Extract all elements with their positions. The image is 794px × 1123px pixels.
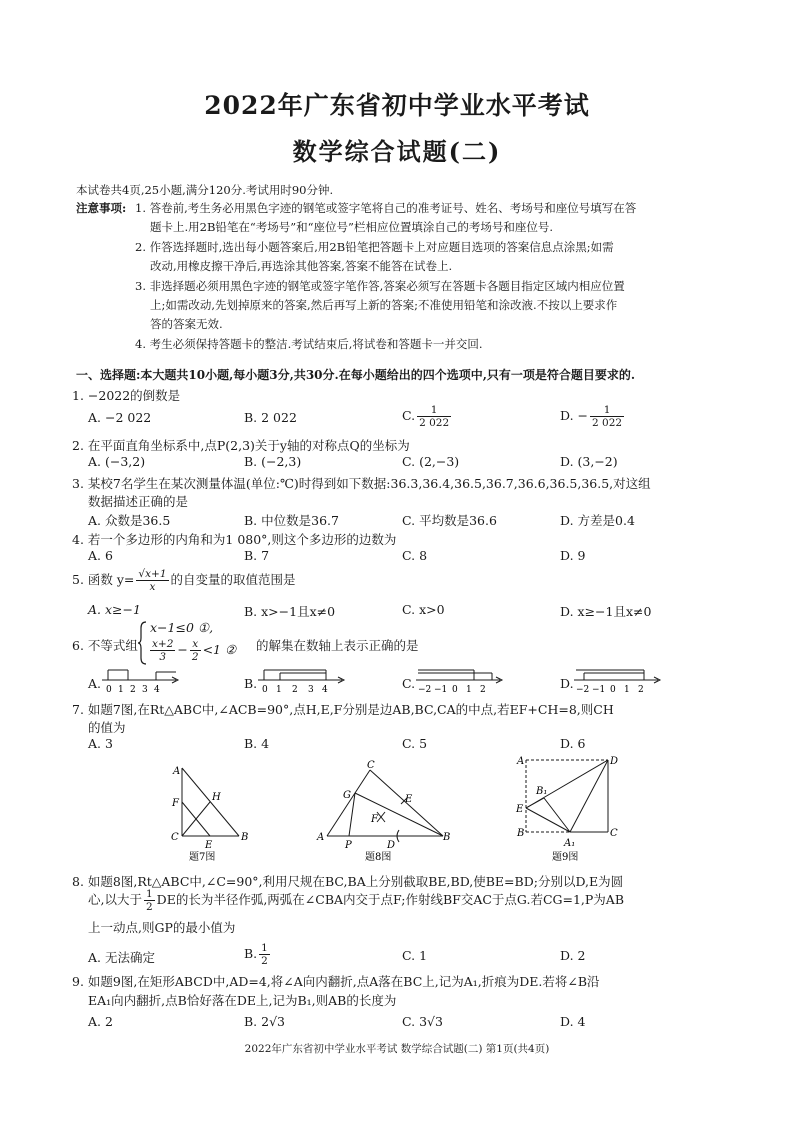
notice-line: 2. 作答选择题时,选出每小题答案后,用2B铅笔把答题卡上对应题目选项的答案信息点涂黑;如需 (135, 240, 614, 254)
brace-icon (138, 620, 148, 666)
question-8-line-3: 上一动点,则GP的最小值为 (88, 920, 236, 935)
q5-option-a: A. x≥−1 (88, 602, 141, 617)
q3-option-a: A. 众数是36.5 (88, 513, 171, 528)
tick-label: −2 (576, 685, 590, 695)
q2-option-c: C. (2,−3) (402, 454, 460, 469)
point-label: P (345, 840, 352, 851)
exam-intro: 本试卷共4页,25小题,满分120分.考试用时90分钟. (76, 183, 334, 197)
question-5-stem: 5. 函数 y= $\frac{√x+1}{x}$ 的自变量的取值范围是 (72, 568, 296, 593)
notice-line: 3. 非选择题必须用黑色字迹的钢笔或签字笔作答,答案必须写在答题卡各题目指定区域内相应位置 (135, 279, 625, 293)
number-line-d (572, 666, 662, 696)
q7-option-d: D. 6 (560, 736, 586, 751)
notice-line: 4. 考生必须保持答题卡的整洁.考试结束后,将试卷和答题卡一并交回. (135, 337, 483, 351)
q1-option-c: C. $\frac{1}{2 022}$ (402, 404, 450, 429)
point-label: D (610, 756, 619, 767)
point-label: F (172, 798, 179, 809)
q2-option-b: B. (−2,3) (244, 454, 302, 469)
point-label: A (517, 756, 525, 767)
tick-label: 4 (154, 685, 160, 695)
tick-label: 0 (610, 685, 616, 695)
point-label: B (443, 832, 451, 843)
point-label: E (405, 794, 413, 805)
point-label: D (387, 840, 396, 851)
q9-option-a: A. 2 (88, 1014, 113, 1029)
q9-option-d: D. 4 (560, 1014, 586, 1029)
q5-option-b: B. x>−1且x≠0 (244, 604, 336, 619)
question-3-stem: 3. 某校7名学生在某次测量体温(单位:℃)时得到如下数据:36.3,36.4,36.5,36.7,36.6,36.5,36.5,对这组 (72, 476, 651, 491)
q6-option-c: C. (402, 676, 416, 691)
notice-line: 1. 答卷前,考生务必用黑色字迹的钢笔或签字笔将自己的准考证号、姓名、考场号和座位号填写在答 (135, 201, 637, 215)
q2-option-a: A. (−3,2) (88, 454, 146, 469)
question-6-stem-a: 6. 不等式组 (72, 638, 138, 653)
tick-label: −2 (418, 685, 432, 695)
number-line-a (100, 666, 180, 696)
point-label: A (317, 832, 325, 843)
tick-label: −1 (434, 685, 448, 695)
point-label: H (212, 792, 221, 803)
figure-caption: 题9图 (552, 852, 579, 863)
figure-8 (315, 760, 455, 865)
tick-label: 1 (466, 685, 472, 695)
point-label: G (343, 790, 351, 801)
q4-option-a: A. 6 (88, 548, 113, 563)
q6-inequality-2: $\frac{x+2}{3}$ − $\frac{x}{2}$ <1 ② (152, 638, 237, 663)
q1-option-b: B. 2 022 (244, 410, 297, 425)
question-8-line-1: 8. 如题8图,Rt△ABC中,∠C=90°,利用尺规在BC,BA上分别截取BE,BD,使BE=BD;分别以D,E为圆 (72, 874, 624, 889)
q9-option-b: B. 2√3 (244, 1014, 286, 1029)
q8-option-d: D. 2 (560, 948, 586, 963)
point-label: A (173, 766, 181, 777)
point-label: C (610, 828, 618, 839)
q6-option-a: A. (88, 676, 102, 691)
q7-option-b: B. 4 (244, 736, 270, 751)
point-label: E (516, 804, 524, 815)
q6-option-d: D. (560, 676, 574, 691)
question-7-stem: 7. 如题7图,在Rt△ABC中,∠ACB=90°,点H,E,F分别是边AB,BC,CA的中点,若EF+CH=8,则CH (72, 702, 614, 717)
point-label: F (371, 814, 378, 825)
q1-option-d: D. − $\frac{1}{2 022}$ (560, 404, 623, 429)
q7-option-a: A. 3 (88, 736, 113, 751)
q8-option-b: B. $\frac{1}{2}$ (244, 942, 268, 967)
notice-line: 答的答案无效. (150, 317, 223, 331)
q8-option-a: A. 无法确定 (88, 950, 155, 965)
q8-option-c: C. 1 (402, 948, 428, 963)
tick-label: 2 (638, 685, 644, 695)
tick-label: 2 (292, 685, 298, 695)
question-2-stem: 2. 在平面直角坐标系中,点P(2,3)关于y轴的对称点Q的坐标为 (72, 438, 410, 453)
tick-label: −1 (592, 685, 606, 695)
q3-option-c: C. 平均数是36.6 (402, 513, 497, 528)
q4-option-c: C. 8 (402, 548, 428, 563)
figure-caption: 题7图 (189, 852, 216, 863)
tick-label: 0 (452, 685, 458, 695)
q4-option-d: D. 9 (560, 548, 586, 563)
question-9-line-1: 9. 如题9图,在矩形ABCD中,AD=4,将∠A向内翻折,点A落在BC上,记为A₁,折痕为DE.若将∠B沿 (72, 974, 600, 989)
figure-7 (165, 760, 255, 865)
tick-label: 1 (276, 685, 282, 695)
q2-option-d: D. (3,−2) (560, 454, 618, 469)
tick-label: 0 (106, 685, 112, 695)
q4-option-b: B. 7 (244, 548, 270, 563)
tick-label: 2 (130, 685, 136, 695)
point-label: C (367, 760, 375, 771)
notice-line: 上;如需改动,先划掉原来的答案,然后再写上新的答案;不准使用铅笔和涂改液.不按以上要求作 (150, 298, 618, 312)
q1-option-a: A. −2 022 (88, 410, 152, 425)
notice-label: 注意事项: (76, 201, 127, 215)
q3-option-b: B. 中位数是36.7 (244, 513, 339, 528)
number-line-b (256, 666, 346, 696)
point-label: B (241, 832, 249, 843)
question-1-stem: 1. −2022的倒数是 (72, 388, 181, 403)
point-label: B₁ (536, 786, 548, 797)
notice-line: 题卡上.用2B铅笔在“考场号”和“座位号”栏相应位置填涂自己的考场号和座位号. (150, 220, 554, 234)
tick-label: 3 (142, 685, 148, 695)
number-line-c (414, 666, 504, 696)
tick-label: 3 (308, 685, 314, 695)
point-label: E (205, 840, 213, 851)
q6-inequality-1: x−1≤0 ①, (150, 620, 214, 635)
figure-caption: 题8图 (365, 852, 392, 863)
tick-label: 2 (480, 685, 486, 695)
question-6-stem-b: 的解集在数轴上表示正确的是 (256, 638, 419, 653)
notice-line: 改动,用橡皮擦干净后,再选涂其他答案,答案不能答在试卷上. (150, 259, 453, 273)
point-label: B (517, 828, 525, 839)
question-7-stem-cont: 的值为 (88, 720, 126, 735)
point-label: A₁ (564, 838, 576, 849)
figure-9 (512, 752, 632, 864)
question-3-stem-cont: 数据描述正确的是 (88, 494, 189, 509)
page-footer: 2022年广东省初中学业水平考试 数学综合试题(二) 第1页(共4页) (244, 1043, 550, 1055)
section-heading: 一、选择题:本大题共10小题,每小题3分,共30分.在每小题给出的四个选项中,只有一项是符合题目要求的. (76, 368, 636, 382)
question-9-line-2: EA₁向内翻折,点B恰好落在DE上,记为B₁,则AB的长度为 (88, 993, 397, 1008)
page-subtitle: 数学综合试题(二) (292, 137, 502, 166)
q9-option-c: C. 3√3 (402, 1014, 443, 1029)
q5-option-c: C. x>0 (402, 602, 445, 617)
q7-option-c: C. 5 (402, 736, 428, 751)
q5-option-d: D. x≥−1且x≠0 (560, 604, 652, 619)
q6-option-b: B. (244, 676, 258, 691)
question-4-stem: 4. 若一个多边形的内角和为1 080°,则这个多边形的边数为 (72, 532, 397, 547)
page-title: 2022年广东省初中学业水平考试 (204, 91, 590, 120)
tick-label: 4 (322, 685, 328, 695)
tick-label: 0 (262, 685, 268, 695)
q3-option-d: D. 方差是0.4 (560, 513, 635, 528)
point-label: C (171, 832, 179, 843)
tick-label: 1 (118, 685, 124, 695)
tick-label: 1 (624, 685, 630, 695)
question-8-line-2: 心,以大于 $\frac{1}{2}$ DE的长为半径作弧,两弧在∠CBA内交于点F;作射线BF交AC于点G.若CG=1,P为AB (88, 888, 625, 913)
